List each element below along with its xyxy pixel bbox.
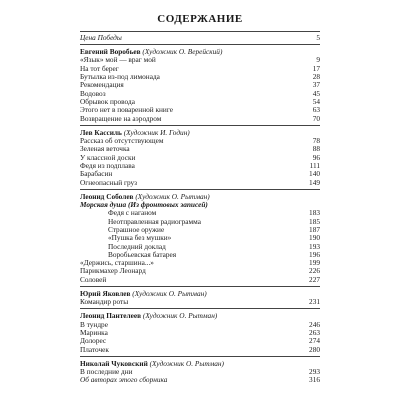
entry-page: 274 <box>309 336 320 346</box>
author-heading <box>80 311 320 320</box>
contents-section <box>80 189 320 284</box>
entry-page: 45 <box>312 88 320 98</box>
contents-page <box>80 0 320 400</box>
entry-title: Водовоз <box>80 88 106 98</box>
entry-title: В тундре <box>80 319 108 329</box>
entry-title: Бутылка из-под лимонада <box>80 72 160 82</box>
contents-entry <box>80 276 320 284</box>
entry-page: 17 <box>312 63 320 73</box>
entry-title: У классной доски <box>80 152 136 162</box>
entry-page: 316 <box>309 375 320 385</box>
entry-page: 70 <box>312 113 320 123</box>
entry-page: 280 <box>309 344 320 354</box>
contents-entry <box>80 346 320 354</box>
entry-page: 88 <box>312 144 320 154</box>
entry-title: Долорес <box>80 336 107 346</box>
page-title: СОДЕРЖАНИЕ <box>157 13 243 25</box>
entry-page: 246 <box>309 319 320 329</box>
contents-entry <box>80 115 320 123</box>
entry-page: 5 <box>316 33 320 42</box>
entry-page: 37 <box>312 80 320 90</box>
contents-section <box>80 356 320 385</box>
entry-title: Последний доклад <box>108 241 166 251</box>
entry-title: Огнеопасный груз <box>80 177 138 187</box>
entry-page: 111 <box>309 160 320 170</box>
contents-entry <box>80 329 320 337</box>
entry-page: 293 <box>309 367 320 377</box>
contents-entry <box>80 81 320 89</box>
author-name: Юрий Яковлев <box>80 288 131 298</box>
illustrator-credit: (Художник О. Рытман) <box>141 311 218 321</box>
contents-entry <box>80 376 320 384</box>
entry-title: В последние дни <box>80 367 133 377</box>
entry-title: Соловей <box>80 274 107 284</box>
entry-title: Этого нет в поваренной книге <box>80 105 173 115</box>
illustrator-credit: (Художник О. Рытман) <box>147 358 224 368</box>
illustrator-credit: (Художник О. Верейский) <box>140 47 223 57</box>
entry-page: 28 <box>312 72 320 82</box>
entry-title: Командир роты <box>80 297 129 307</box>
entry-page: 54 <box>312 96 320 106</box>
entry-title: «Держись, старшина...» <box>80 258 154 268</box>
entry-title: Парикмахер Леонард <box>80 266 146 276</box>
illustrator-credit: (Художник О. Рытман) <box>133 191 210 201</box>
contents-entry <box>80 321 320 329</box>
entry-page: 193 <box>309 241 320 251</box>
entry-title: Страшное оружие <box>108 224 165 234</box>
contents-section <box>80 308 320 353</box>
entry-title: Рекомендация <box>80 80 124 90</box>
author-name: Николай Чуковский <box>80 358 148 368</box>
contents-section <box>80 125 320 187</box>
illustrator-credit: (Художник О. Рытман) <box>130 288 207 298</box>
entry-title: На тот берег <box>80 63 119 73</box>
entry-page: 263 <box>309 327 320 337</box>
author-name: Евгений Воробьев <box>80 47 141 57</box>
contents-entry <box>80 34 320 42</box>
entry-page: 96 <box>312 152 320 162</box>
entry-title: Воробьевская батарея <box>108 249 177 259</box>
entry-page: 226 <box>309 266 320 276</box>
author-name: Леонид Соболев <box>80 191 134 201</box>
entry-page: 140 <box>309 169 320 179</box>
contents-entry <box>80 162 320 170</box>
entry-title: Зеленая веточка <box>80 144 130 154</box>
contents-section <box>80 286 320 306</box>
contents-entry <box>80 337 320 345</box>
contents-entry <box>80 298 320 306</box>
entry-title: «Пушка без мушки» <box>108 233 172 243</box>
entry-page: 63 <box>312 105 320 115</box>
entry-page: 78 <box>312 136 320 146</box>
entry-title: Цена Победы <box>80 33 122 42</box>
author-name: Леонид Пантелеев <box>80 311 142 321</box>
contents-entry <box>80 179 320 187</box>
illustrator-credit: (Художник И. Годин) <box>121 127 190 137</box>
entry-page: 183 <box>309 208 320 218</box>
entry-page: 196 <box>309 249 320 259</box>
entry-title: Возвращение на аэродром <box>80 113 162 123</box>
entry-page: 199 <box>309 258 320 268</box>
author-name: Лев Кассиль <box>80 127 122 137</box>
entry-title: Обрывок провода <box>80 96 135 106</box>
entry-title: Барабасин <box>80 169 113 179</box>
entry-page: 185 <box>309 216 320 226</box>
entry-title: Платочек <box>80 344 109 354</box>
entry-title: Морская душа (Из фронтовых записей) <box>80 200 208 210</box>
contents-entry <box>80 267 320 275</box>
contents-section <box>80 31 320 42</box>
entry-page: 187 <box>309 224 320 234</box>
entry-title: Маринка <box>80 327 108 337</box>
entry-title: Федя из подплава <box>80 160 135 170</box>
entry-page: 227 <box>309 274 320 284</box>
entry-page: 9 <box>316 55 320 65</box>
entry-title: Федя с наганом <box>108 208 157 218</box>
contents-section <box>80 44 320 123</box>
entry-title: Об авторах этого сборника <box>80 375 168 385</box>
entry-title: Неотправленная радиограмма <box>108 216 201 226</box>
entry-title: Рассказ об отсутствующем <box>80 136 164 146</box>
entry-page: 149 <box>309 177 320 187</box>
entry-page: 231 <box>309 297 320 307</box>
entry-page: 190 <box>309 233 320 243</box>
contents-list <box>80 31 320 385</box>
entry-title: «Язык» мой — враг мой <box>80 55 156 65</box>
